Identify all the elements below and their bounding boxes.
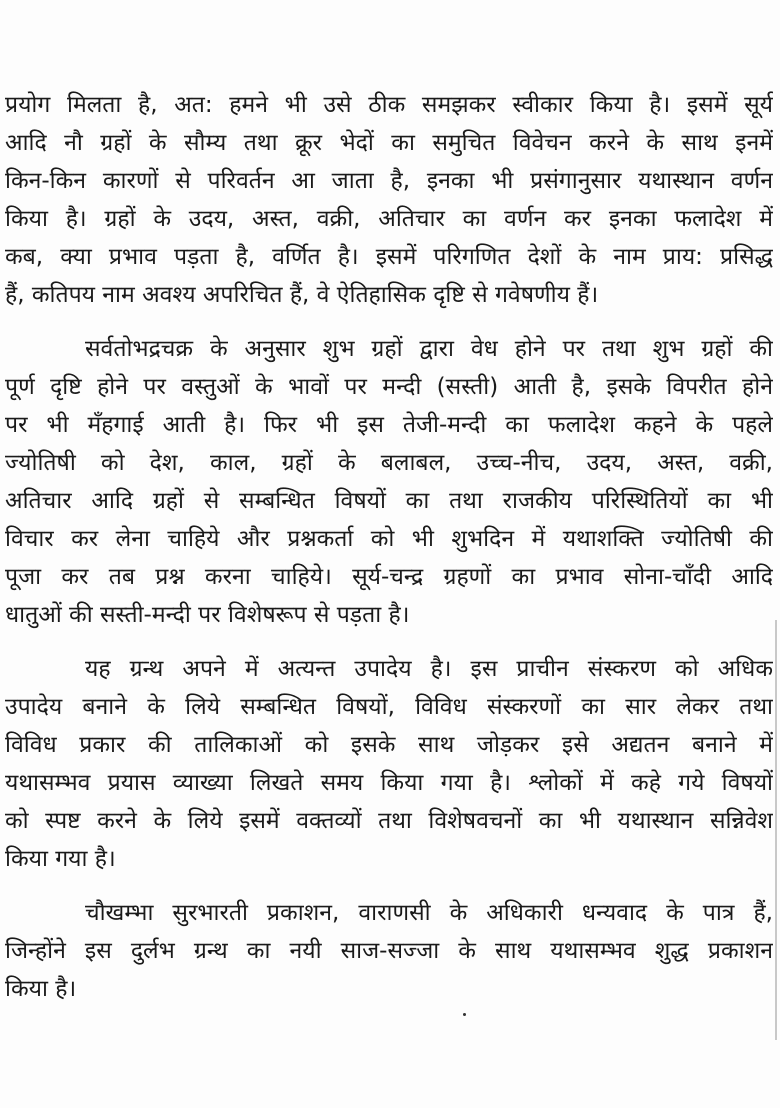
text-line: पूर्ण दृष्टि होने पर वस्तुओं के भावों पर मन्दी (सस्ती) आती है, इसके विपरीत होने [5,374,773,400]
text-line: पर भी मँहगाई आती है। फिर भी इस तेजी-मन्दी का फलादेश कहने के पहले [5,412,773,438]
text-line: विचार कर लेना चाहिये और प्रश्नकर्ता को भी शुभदिन में यथाशक्ति ज्योतिषी की [5,526,773,552]
text-line: चौखम्भा सुरभारती प्रकाशन, वाराणसी के अधिकारी धन्यवाद के पात्र हैं, [85,900,773,926]
text-line: हैं, कतिपय नाम अवश्य अपरिचित हैं, वे ऐतिहासिक दृष्टि से गवेषणीय हैं। [5,282,599,308]
text-line: किया है। [5,976,77,1002]
text-line: किया गया है। [5,846,116,872]
document-page [5,86,773,1008]
text-line: कब, क्या प्रभाव पड़ता है, वर्णित है। इसमें परिगणित देशों के नाम प्राय: प्रसिद्ध [5,244,773,270]
text-line: जिन्होंने इस दुर्लभ ग्रन्थ का नयी साज-सज्जा के साथ यथासम्भव शुद्ध प्रकाशन [5,938,773,964]
text-line: उपादेय बनाने के लिये सम्बन्धित विषयों, विविध संस्करणों का सार लेकर तथा [5,694,773,720]
paragraph-4 [5,894,773,1008]
scan-speck [463,1013,466,1016]
text-line: आदि नौ ग्रहों के सौम्य तथा क्रूर भेदों का समुचित विवेचन करने के साथ इनमें [5,130,773,156]
page-edge-shadow [775,620,777,1040]
text-line: किन-किन कारणों से परिवर्तन आ जाता है, इनका भी प्रसंगानुसार यथास्थान वर्णन [5,168,773,194]
text-line: अतिचार आदि ग्रहों से सम्बन्धित विषयों का तथा राजकीय परिस्थितियों का भी [5,488,773,514]
text-line: यथासम्भव प्रयास व्याख्या लिखते समय किया गया है। श्लोकों में कहे गये विषयों [5,770,773,796]
text-line: ज्योतिषी को देश, काल, ग्रहों के बलाबल, उच्च-नीच, उदय, अस्त, वक्री, [5,450,773,476]
paragraph-3 [5,650,773,878]
text-line: विविध प्रकार की तालिकाओं को इसके साथ जोड़कर इसे अद्यतन बनाने में [5,732,773,758]
text-line: सर्वतोभद्रचक्र के अनुसार शुभ ग्रहों द्वारा वेध होने पर तथा शुभ ग्रहों की [85,336,773,362]
text-line: पूजा कर तब प्रश्न करना चाहिये। सूर्य-चन्द्र ग्रहणों का प्रभाव सोना-चाँदी आदि [5,564,773,590]
text-line: धातुओं की सस्ती-मन्दी पर विशेषरूप से पड़ता है। [5,602,410,628]
text-line: किया है। ग्रहों के उदय, अस्त, वक्री, अतिचार का वर्णन कर इनका फलादेश में [5,206,773,232]
text-line: प्रयोग मिलता है, अत: हमने भी उसे ठीक समझकर स्वीकार किया है। इसमें सूर्य [5,92,773,118]
text-line: यह ग्रन्थ अपने में अत्यन्त उपादेय है। इस प्राचीन संस्करण को अधिक [85,656,773,682]
paragraph-2 [5,330,773,634]
paragraph-1 [5,86,773,314]
text-line: को स्पष्ट करने के लिये इसमें वक्तव्यों तथा विशेषवचनों का भी यथास्थान सन्निवेश [5,808,773,834]
